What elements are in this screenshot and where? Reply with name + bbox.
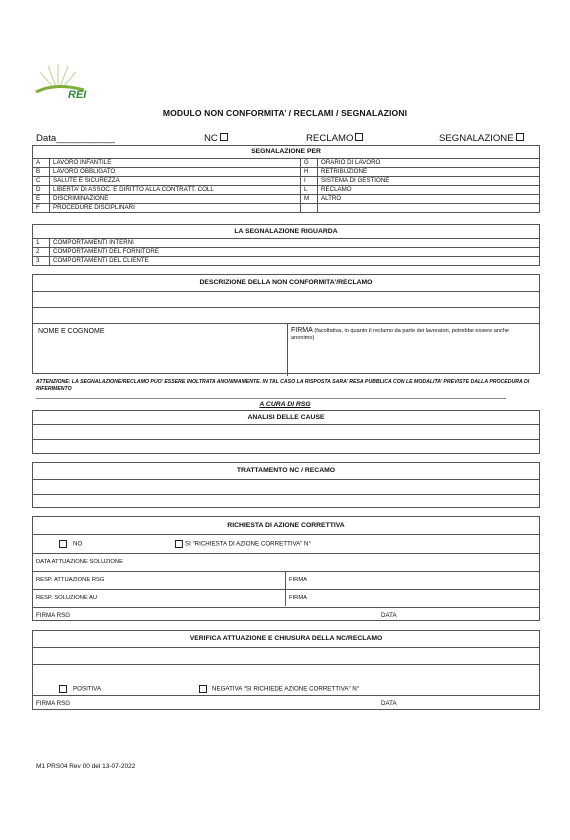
code-cell: G — [301, 159, 318, 168]
code-cell: 3 — [33, 257, 50, 266]
section-header: SEGNALAZIONE PER — [33, 146, 540, 159]
checkbox-icon[interactable] — [220, 133, 228, 141]
label-cell: SALUTE E SICUREZZA — [50, 177, 301, 186]
code-cell — [301, 204, 318, 213]
code-cell: 2 — [33, 248, 50, 257]
label-cell — [318, 204, 540, 213]
code-cell: L — [301, 186, 318, 195]
table-row — [33, 186, 540, 195]
table-row — [33, 239, 540, 248]
azione-correttiva-section — [32, 516, 540, 621]
positiva-option[interactable]: POSITIVA — [59, 685, 101, 693]
code-cell: C — [33, 177, 50, 186]
segnalazione-option[interactable]: SEGNALAZIONE — [439, 133, 514, 144]
reclamo-option[interactable]: RECLAMO — [306, 133, 353, 144]
a-cura-label: A CURA DI RSG — [259, 401, 311, 408]
firma-note: FIRMA (facoltativa, in quanto il reclamo da parte dei lavoratori, potrebbe essere anche anonimo) — [291, 327, 509, 341]
data-attuazione-label: DATA ATTUAZIONE SOLUZIONE — [36, 559, 123, 565]
label-cell: PROCEDURE DISCIPLINARI — [50, 204, 301, 213]
code-cell: I — [301, 177, 318, 186]
checkbox-icon[interactable] — [516, 133, 524, 141]
label-cell: LIBERTA’ DI ASSOC. E DIRITTO ALLA CONTRATT. COLL — [50, 186, 301, 195]
label-cell: DISCRIMINAZIONE — [50, 195, 301, 204]
label-cell: RECLAMO — [318, 186, 540, 195]
descrizione-section — [32, 274, 540, 374]
firma-rsg-label: FIRMA RSG — [36, 700, 71, 707]
footer-code: M1 PRS04 Rev 00 del 13-07-2022 — [36, 763, 136, 770]
company-logo — [34, 60, 104, 100]
negativa-option[interactable]: NEGATIVA “SI RICHIEDE AZIONE CORRETTIVA” N° — [199, 685, 359, 693]
table-row — [33, 257, 540, 266]
text-line[interactable] — [33, 479, 539, 494]
table-row — [33, 195, 540, 204]
nc-option[interactable]: NC — [204, 133, 218, 144]
firma-label: FIRMA — [289, 577, 308, 583]
code-cell: B — [33, 168, 50, 177]
checkbox-icon[interactable] — [175, 540, 183, 548]
checkbox-icon[interactable] — [59, 540, 67, 548]
riguarda-table — [32, 224, 540, 266]
checkbox-icon[interactable] — [59, 685, 67, 693]
data-label: DATA — [381, 612, 397, 619]
table-row — [33, 204, 540, 213]
code-cell: D — [33, 186, 50, 195]
text-line[interactable] — [33, 291, 539, 307]
label-cell: SISTEMA DI GESTIONE — [318, 177, 540, 186]
checkbox-icon[interactable] — [199, 685, 207, 693]
code-cell: E — [33, 195, 50, 204]
nome-cognome-label: NOME E COGNOME — [38, 328, 105, 335]
label-cell: ALTRO — [318, 195, 540, 204]
code-cell: M — [301, 195, 318, 204]
label-cell: ORARIO DI LAVORO — [318, 159, 540, 168]
si-option[interactable]: SI “RICHIESTA DI AZIONE CORRETTIVA” N° — [175, 540, 311, 548]
table-row — [33, 168, 540, 177]
text-line[interactable] — [33, 424, 539, 439]
text-line[interactable] — [33, 494, 539, 509]
code-cell: H — [301, 168, 318, 177]
firma-rsg-label: FIRMA RSG — [36, 612, 71, 619]
text-line[interactable] — [33, 439, 539, 454]
code-cell: F — [33, 204, 50, 213]
segnalazione-per-table — [32, 145, 540, 213]
table-row — [33, 248, 540, 257]
attention-note: ATTENZIONE: LA SEGNALAZIONE/RECLAMO PUO’ ESSERE INOLTRATA ANONIMAMENTE. IN TAL CASO LA RISPOSTA SARA’ RESA PUBBLICA CON LE MODALITA’ PREVISTE DALLA PROCEDURA DI RIFERIMENTO — [36, 379, 530, 392]
resp-attuazione-label: RESP. ATTUAZIONE RSG — [36, 577, 105, 583]
resp-soluzione-label: RESP. SOLUZIONE AU — [36, 595, 98, 601]
analisi-section — [32, 410, 540, 454]
section-header: LA SEGNALAZIONE RIGUARDA — [33, 225, 540, 239]
label-cell: COMPORTAMENTI DEL FORNITORE — [50, 248, 540, 257]
form-title: MODULO NON CONFORMITA’ / RECLAMI / SEGNALAZIONI — [162, 108, 408, 118]
label-cell: COMPORTAMENTI INTERNI — [50, 239, 540, 248]
verifica-section — [32, 630, 540, 710]
code-cell: A — [33, 159, 50, 168]
data-label: DATA — [381, 700, 397, 707]
section-header: DESCRIZIONE DELLA NON CONFORMITA’/RECLAMO — [199, 279, 373, 286]
text-line[interactable] — [33, 647, 539, 664]
section-header: TRATTAMENTO NC / RECAMO — [236, 467, 336, 474]
code-cell: 1 — [33, 239, 50, 248]
section-header: RICHIESTA DI AZIONE CORRETTIVA — [227, 522, 345, 529]
trattamento-section — [32, 462, 540, 508]
table-row — [33, 159, 540, 168]
section-header: VERIFICA ATTUAZIONE E CHIUSURA DELLA NC/RECLAMO — [189, 635, 383, 642]
checkbox-icon[interactable] — [355, 133, 363, 141]
label-cell: RETRIBUZIONE — [318, 168, 540, 177]
table-row — [33, 177, 540, 186]
label-cell: LAVORO INFANTILE — [50, 159, 301, 168]
section-header: ANALISI DELLE CAUSE — [247, 414, 325, 421]
divider — [36, 398, 506, 399]
firma-label: FIRMA — [289, 595, 308, 601]
logo-wordmark: REI — [68, 89, 87, 100]
label-cell: LAVORO OBBLIGATO — [50, 168, 301, 177]
data-field[interactable]: Data___________ — [36, 133, 115, 144]
label-cell: COMPORTAMENTI DEL CLIENTE — [50, 257, 540, 266]
text-line[interactable] — [33, 307, 539, 323]
no-option[interactable]: NO — [59, 540, 82, 548]
